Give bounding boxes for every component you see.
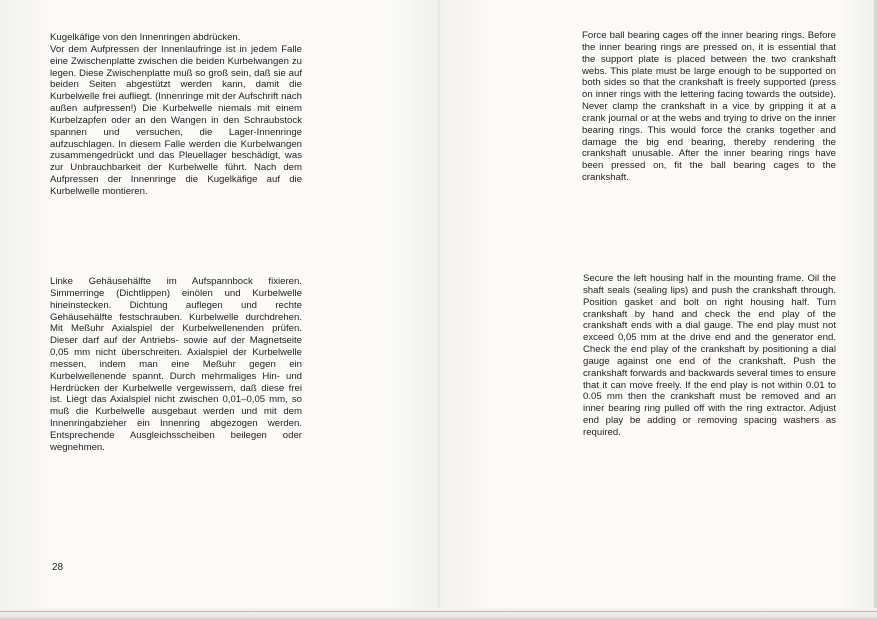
page-number: 28 — [52, 562, 64, 573]
english-paragraph-end-play: Secure the left housing half in the mounting frame. Oil the shaft seals (sealing lips) and push the crankshaft through. Position gasket and bolt on right housing half. Turn crankshaft by hand and check the end play of the crankshaft ends with a dial gauge. The end play must not exceed 0,05 mm at the drive end and the generator end. Check the end play of the crankshaft by positioning a dial gauge against one end of the crankshaft. Push the crankshaft forwards and backwards several times to ensure that it can move freely. If the end play is not within 0.01 to 0.05 mm then the crankshaft must be removed and an inner bearing ring pulled off with the ring extractor. Adjust end play be adding or removing spacing washers as required. — [583, 273, 836, 438]
english-paragraph-ball-cages: Force ball bearing cages off the inner bearing rings. Before the inner bearing rings are pressed on, it is essential that the support plate is placed between the two crankshaft webs. This plate must be large enough to be supported on both sides so that the crankshaft is freely supported (press on inner rings with the lettering facing towards the outside). Never clamp the crankshaft in a vice by gripping it at a crank journal or at the webs and trying to drive on the inner bearing rings. This would force the cranks together and damage the big end bearing, thereby rendering the crankshaft unusable. After the inner bearing rings have been pressed on, fit the ball bearing cages to the crankshaft. — [582, 30, 836, 184]
german-paragraph-end-play: Linke Gehäusehälfte im Aufspannbock fixieren. Simmerringe (Dichtlippen) einölen und Kurbelwelle hineinstecken. Dichtung auflegen und rechte Gehäusehälfte festschrauben. Kurbelwelle durchdrehen. Mit Meßuhr Axialspiel der Kurbelwellenenden prüfen. Dieser darf auf der Antriebs- sowie auf der Magnetseite 0,05 mm nicht überschreiten. Axialspiel der Kurbelwelle messen, indem man eine Meßuhr gegen ein Kurbelwellenende spannt. Durch mehrmaliges Hin- und Herdrücken der Kurbelwelle vergewissern, daß diese frei ist. Liegt das Axialspiel nicht zwischen 0,01–0,05 mm, so muß die Kurbelwelle ausgebaut werden und mit dem Innenringabzieher ein Innenring abgezogen werden. Entsprechende Ausgleichsscheiben beilegen oder wegnehmen. — [50, 276, 302, 453]
page-gutter — [437, 0, 441, 610]
page-edge-line — [0, 611, 877, 612]
german-paragraph-ball-cages: Kugelkäfige von den Innenringen abdrücken. Vor dem Aufpressen der Innenlaufringe ist in jedem Falle eine Zwischenplatte zwischen die beiden Kurbelwangen zu legen. Diese Zwischenplatte muß so groß sein, daß sie auf beiden Seiten abgestützt werden kann, damit die Kurbelwelle frei aufliegt. (Innenringe mit der Aufschrift nach außen aufpressen!) Die Kurbelwelle niemals mit einem Kurbelzapfen oder an den Wangen in den Schraubstock spannen und versuchen, die Lager-Innenringe aufzuschlagen. In diesem Falle werden die Kurbelwangen zusammengedrückt und das Pleuellager beschädigt, was zur Unbrauchbarkeit der Kurbelwelle führt. Nach dem Aufpressen der Innenringe die Kugelkäfige auf die Kurbelwelle montieren. — [50, 32, 302, 197]
page-edge-bottom — [0, 608, 877, 620]
